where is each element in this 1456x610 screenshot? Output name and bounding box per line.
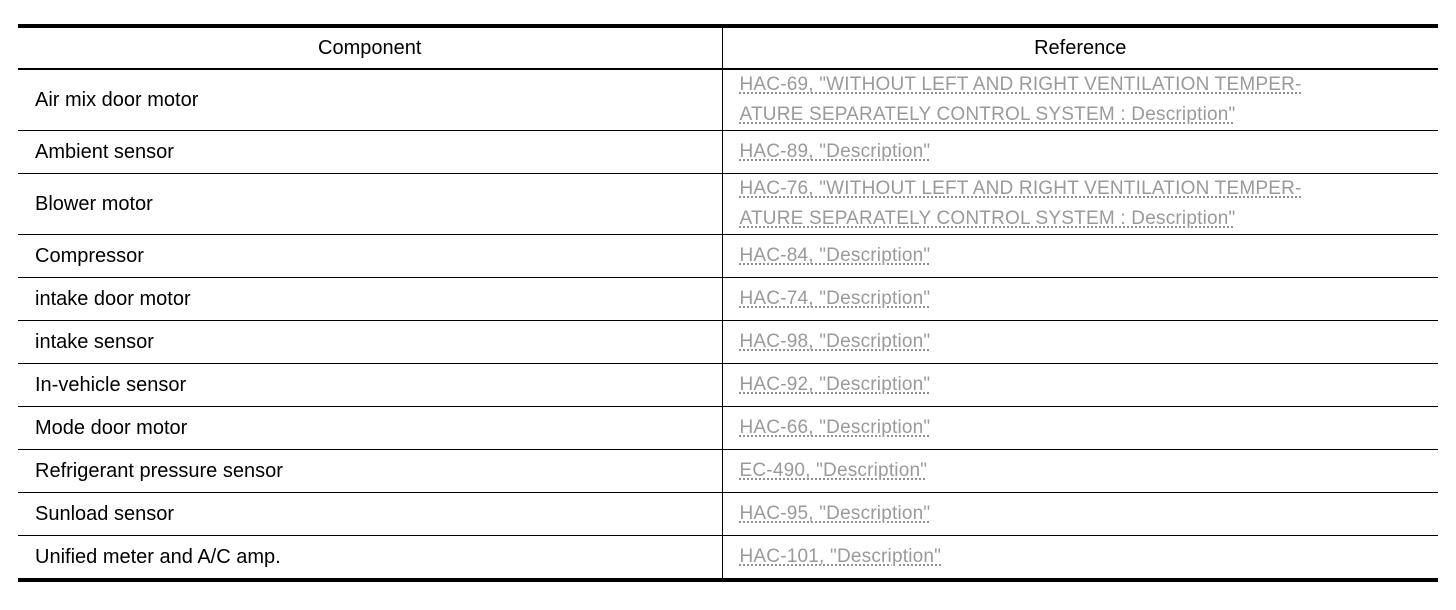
table-row [18,235,1438,278]
table-row [18,278,1438,321]
reference-cell [722,321,1438,364]
component-cell: Blower motor [18,174,722,235]
table-row [18,450,1438,493]
table-header-row [18,26,1438,69]
table-row [18,364,1438,407]
reference-link[interactable]: ATURE SEPARATELY CONTROL SYSTEM : Description" [739,208,1236,229]
table-row [18,174,1438,235]
reference-cell [722,174,1438,235]
reference-link[interactable]: HAC-69, "WITHOUT LEFT AND RIGHT VENTILATION TEMPER- [739,74,1302,95]
component-cell: intake sensor [18,321,722,364]
reference-cell [722,69,1438,131]
table-row [18,536,1438,581]
reference-link[interactable]: HAC-98, "Description" [739,331,931,352]
reference-cell [722,364,1438,407]
component-cell: intake door motor [18,278,722,321]
component-cell: Air mix door motor [18,69,722,131]
component-cell: Sunload sensor [18,493,722,536]
reference-link[interactable]: HAC-76, "WITHOUT LEFT AND RIGHT VENTILATION TEMPER- [739,178,1302,199]
reference-link[interactable]: HAC-84, "Description" [739,245,931,266]
reference-cell [722,450,1438,493]
reference-cell [722,536,1438,581]
component-cell: Mode door motor [18,407,722,450]
table-row [18,131,1438,174]
table-row [18,493,1438,536]
reference-link[interactable]: EC-490, "Description" [739,460,928,481]
table-row [18,321,1438,364]
header-reference: Reference [722,26,1438,69]
reference-link[interactable]: HAC-95, "Description" [739,503,931,524]
reference-link[interactable]: ATURE SEPARATELY CONTROL SYSTEM : Description" [739,104,1236,125]
reference-cell [722,235,1438,278]
reference-cell [722,493,1438,536]
reference-link[interactable]: HAC-66, "Description" [739,417,931,438]
reference-cell [722,131,1438,174]
component-cell: Compressor [18,235,722,278]
reference-link[interactable]: HAC-92, "Description" [739,374,931,395]
reference-link[interactable]: HAC-101, "Description" [739,546,942,567]
reference-cell [722,278,1438,321]
component-cell: Refrigerant pressure sensor [18,450,722,493]
reference-link[interactable]: HAC-89, "Description" [739,141,931,162]
reference-link[interactable]: HAC-74, "Description" [739,288,931,309]
table-row [18,69,1438,131]
component-cell: Ambient sensor [18,131,722,174]
header-component: Component [18,26,722,69]
component-cell: Unified meter and A/C amp. [18,536,722,581]
component-cell: In-vehicle sensor [18,364,722,407]
reference-cell [722,407,1438,450]
component-reference-table [18,24,1438,582]
table-row [18,407,1438,450]
